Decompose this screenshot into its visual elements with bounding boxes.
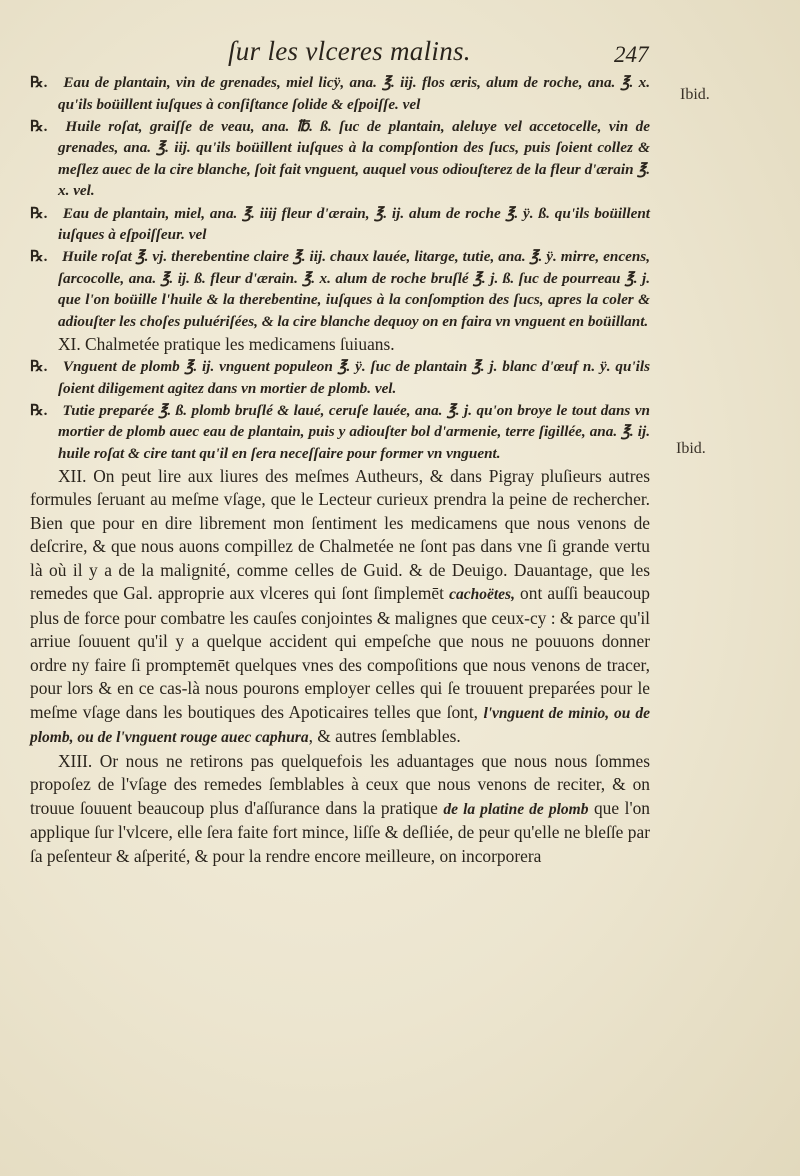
section-xiii-text: que l'on applique ſur l'vlcere, elle ſera faite fort mince, liſſe & deſliée, de peur qu'elle ne bleſſe par ſa peſenteur & aſperité, & pour la rendre encore meilleure, on incorporera [30,797,650,866]
section-xiii-paragraph [30,750,650,869]
running-title: ſur les vlceres malins. [228,36,471,66]
italic-term: l'vnguent de minio, ou de plomb, ou de l'vnguent rouge auec caphura [30,704,650,747]
recipe-symbol: ℞. [30,248,48,266]
recipe-paragraph: ℞. Eau de plantain, miel, ana. ℥. iiij fleur d'ærain, ℥. ij. alum de roche ℥. ÿ. ß. qu'ils boüillent iuſques à eſpoiſſeur. vel [30,204,650,244]
recipe-symbol: ℞. [30,358,48,376]
margin-note-ibid-1: Ibid. [680,86,710,103]
section-xii-text: , & autres ſemblables. [308,726,461,747]
page-body [30,72,650,868]
italic-term: cachoëtes, [449,586,515,604]
italic-term: de la platine de plomb [443,800,589,818]
recipe-paragraph: ℞. Vnguent de plomb ℥. ij. vnguent populeon ℥. ÿ. ſuc de plantain ℥. j. blanc d'œuf n. ÿ. qu'ils ſoient diligement agitez dans vn mortier de plomb. vel. [30,358,650,397]
recipe-paragraph: ℞. Eau de plantain, vin de grenades, miel licÿ, ana. ℥. iij. flos æris, alum de roche, ana. ℥. x. qu'ils boüillent iuſques à conſiſtance ſolide & eſpoiſſe. vel [30,74,650,113]
section-xiii-text: XIII. Or nous ne retirons pas quelquefois les aduantages que nous nous ſommes propoſez de l'vſage des remedes ſemblables à ceux que nous venons de reciter, & on trouue ſouuent beaucoup plus d'aſſurance dans la pratique [30,750,650,818]
section-xii-text: XII. On peut lire aux liures des meſmes Autheurs, & dans Pigray pluſieurs autres formules ſeruant au meſme vſage, que le Lecteur curieux prendra la peine de rechercher. Bien que pour en dire librement mon ſentiment les medicamens que nous venons de deſcrire, & que nous auons compillez de Chalmetée ne ſont pas dans vne ſi grande vertu là où il y a de la malignité, comme celles de Guid. & de Deuigo. Dauantage, que les remedes que Gal. approprie aux vlceres qui ſont ſimplemēt [30,465,650,604]
section-xii-paragraph [30,465,650,750]
page-header [0,36,800,76]
section-xii-text: ont auſſi beaucoup plus de force pour combatre les cauſes conjointes & malignes que ceux-cy : & parce qu'il arriue ſouuent qu'il y a quelque accident qui empeſche que nous ne pouuons donner ordre ny faire ſi promptemēt quelques vnes des compoſitions que nous venons de tracer, pour lors & en ce cas-là nous pourons employer celles qui ſe trouuent preparées pour le meſme vſage dans les boutiques des Apoticaires telles que ſont, [30,583,650,722]
recipe-symbol: ℞. [30,204,48,222]
page-number: 247 [614,42,649,67]
recipe-paragraph: ℞. Tutie preparée ℥. ß. plomb bruſlé & laué, ceruſe lauée, ana. ℥. j. qu'on broye le tout dans vn mortier de plomb auec eau de plantain, puis y adiouſter bol d'armenie, terre ſigillée, ana. ℥. ij. huile roſat & cire tant qu'il en ſera neceſſaire pour former vn vnguent. [30,401,650,462]
recipe-symbol: ℞. [30,74,48,91]
recipe-symbol: ℞. [30,401,48,419]
recipe-paragraph: ℞. Huile roſat ℥. vj. therebentine claire ℥. iij. chaux lauée, litarge, tutie, ana. ℥. ÿ. mirre, encens, ſarcocolle, ana. ℥. ij. ß. fleur d'ærain. ℥. x. alum de roche bruſlé ℥. j. ß. ſuc de pourreau ℥. j. que l'on boüille l'huile & la therebentine, iuſques à la conſomption des ſucs, apres la coler & adiouſter les choſes puluériſées, & la cire blanche dequoy on en faira vn vnguent en boüillant. [30,248,650,331]
margin-note-ibid-2: Ibid. [676,440,706,457]
section-xi-heading: XI. Chalmetée pratique les medicamens ſuiuans. [58,333,395,354]
recipe-symbol: ℞. [30,117,48,135]
recipe-paragraph: ℞. Huile roſat, graiſſe de veau, ana. ℔. ß. ſuc de plantain, aleluye vel accetocelle, vin de grenades, ana. ℥. iij. qu'ils boüillent iuſques à la compſontion des ſucs, puis ſoient collez & meſlez auec de la cire blanche, ſoit fait vnguent, auquel vous odiouſterez de la fleur d'ærain ℥. x. vel. [30,117,650,200]
